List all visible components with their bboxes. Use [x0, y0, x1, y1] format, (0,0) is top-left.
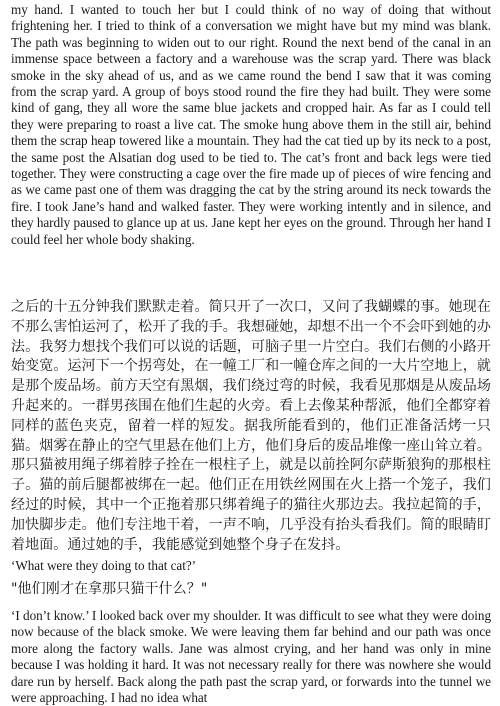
document-page [11, 2, 491, 706]
chinese-paragraph-1: 之后的十五分钟我们默默走着。简只开了一次口，又问了我蝴蝶的事。她现在不那么害怕运河了，松开了我的手。我想碰她，却想不出一个不会吓到她的办法。我努力想找个我们可以说的话题，可脑子里一片空白。我们右侧的小路开始变宽。运河下一个拐弯处，在一幢工厂和一幢仓库之间的一大片空地上，就是那个废品场。前方天空有黑烟，我们绕过弯的时候，我看见那烟是从废品场升起来的。一群男孩围在他们生起的火旁。看上去像某种帮派，他们全都穿着同样的蓝色夹克，留着一样的短发。据我所能看到的，他们正准备活烤一只猫。烟雾在静止的空气里悬在他们上方，他们身后的废品堆像一座山耸立着。那只猫被用绳子绑着脖子拴在一根柱子上，就是以前拴阿尔萨斯狼狗的那根柱子。猫的前后腿都被绑在一起。他们正在用铁丝网围在火上搭一个笼子，我们经过的时候，其中一个正拖着那只绑着绳子的猫往火那边去。我拉起简的手，加快脚步走。他们专注地干着，一声不响，几乎没有抬头看我们。简的眼睛盯着地面。通过她的手，我能感觉到她整个身子在发抖。 [11, 299, 491, 553]
english-dialogue-line: ‘What were they doing to that cat?’ [11, 558, 196, 573]
english-paragraph-1: my hand. I wanted to touch her but I could think of no way of doing that without frightening her. I tried to think of a conversation we might have but my mind was blank. The path was beginning to widen out to our right. Round the next bend of the canal in an immense space between a factory and a warehouse was the scrap yard. There was black smoke in the sky ahead of us, and as we came round the bend I saw that it was coming from the scrap yard. A group of boys stood round the fire they had built. They were some kind of gang, they all wore the same blue jackets and cropped hair. As far as I could tell they were preparing to roast a live cat. The smoke hung above them in the still air, behind them the scrap heap towered like a mountain. They had the cat tied up by its neck to a post, the same post the Alsatian dog used to be tied to. The cat’s front and back legs were tied together. They were constructing a cage over the fire made up of pieces of wire fencing and as we came past one of them was dragging the cat by the string around its neck towards the fire. I took Jane’s hand and walked faster. They were working intently and in silence, and they hardly paused to glance up at us. Jane kept her eyes on the ground. Through her hand I could feel her whole body shaking. [11, 2, 491, 247]
english-paragraph-2: ‘I don’t know.’ I looked back over my shoulder. It was difficult to see what they were doing now because of the black smoke. We were leaving them far behind and our path was once more along the factory walls. Jane was almost crying, and her hand was only in mine because I was holding it hard. It was not necessary really for there was nowhere she would dare run by herself. Back along the path past the scrap yard, or forwards into the tunnel we were approaching. I had no idea what [11, 608, 491, 706]
chinese-dialogue-line: "他们刚才在拿那只猫干什么？" [11, 581, 208, 597]
